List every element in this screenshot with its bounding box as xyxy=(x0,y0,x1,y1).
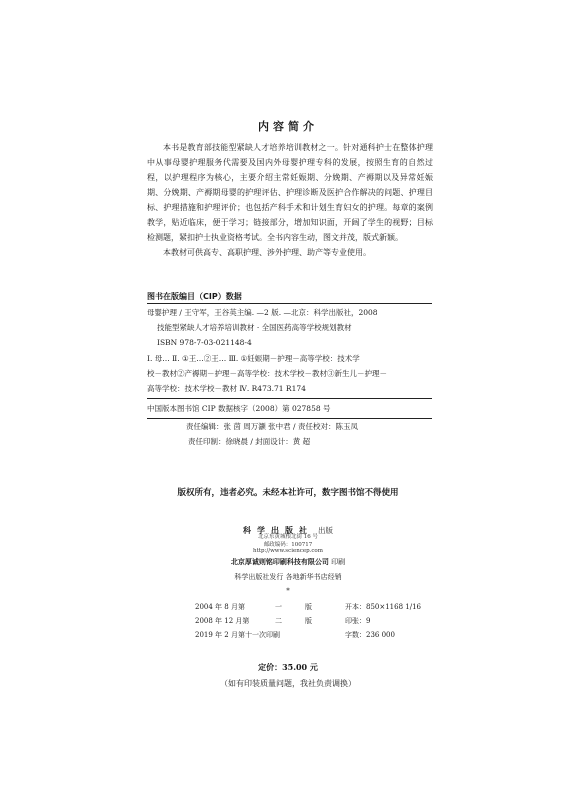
print-history xyxy=(195,600,435,642)
copyright-notice: 版权所有，违者必究。未经本社许可，数字图书馆不得使用 xyxy=(177,488,399,498)
cip-title-line: 母婴护理 / 王守军，王谷英主编. —2 版. —北京：科学出版社，2008 xyxy=(147,308,378,317)
editors-line: 责任编辑：张 茵 周万灏 张中君 / 责任校对：陈玉凤 xyxy=(186,422,358,431)
price: 定价：35.00 元 xyxy=(258,662,318,672)
cip-classification-line: Ⅰ. 母… Ⅱ. ①王…②王… Ⅲ. ①妊娠期－护理－高等学校：技术学 xyxy=(147,354,360,363)
publisher-address: 北京东黄城根北街 16 号 xyxy=(258,534,318,540)
cip-record: 中国版本图书馆 CIP 数据核字（2008）第 027858 号 xyxy=(147,404,331,413)
printer-suffix: 印刷 xyxy=(331,558,346,566)
intro-paragraph: 本书是教育部技能型紧缺人才培养培训教材之一。针对通科护士在整体护理中从事母婴护理服务代需要及国内外母婴护理专科的发展，按照生育的自然过程，以护理程序为核心，主要介绍主常妊娠期、分娩期、产褥期以及异常妊娠期、分娩期、产褥期母婴的护理评估、护理诊断及医护合作解决的问题、护理目标、护理措施和护理评价；也包括产科手术和计划生育妇女的护理。每章的案例教学，贴近临床，便于学习；链接部分，增加知识面，开阔了学生的视野；目标检测题，紧扣护士执业资格考试。全书内容生动，图文并茂，版式新颖。 xyxy=(147,143,433,242)
print-edition-unit xyxy=(305,628,345,642)
cip-mid-rule xyxy=(147,398,432,399)
cip-classification-line: 高等学校：技术学校－教材 Ⅳ. R473.71 R174 xyxy=(147,384,306,393)
editors-block xyxy=(186,419,436,449)
cip-series-line: 技能型紧缺人才培养培训教材 · 全国医药高等学校规划教材 xyxy=(157,323,352,332)
print-date: 2008 年 12 月第 xyxy=(195,617,250,625)
editors-line: 责任印制：徐晓晨 / 封面设计：黄 超 xyxy=(188,437,311,446)
print-date: 2019 年 2 月第十一次印刷 xyxy=(195,631,280,639)
separator-star: * xyxy=(286,587,290,595)
print-edition-unit: 版 xyxy=(305,617,312,625)
quality-note: （如有印装质量问题，我社负责调换） xyxy=(220,679,356,688)
printer-name: 北京厚诚则铭印刷科技有限公司 xyxy=(230,557,329,566)
printer-line xyxy=(0,557,576,567)
print-spec: 字数：236 000 xyxy=(345,631,395,639)
intro-title: 内容简介 xyxy=(258,120,318,133)
cip-classification-line: 校－教材②产褥期－护理－高等学校：技术学校－教材③新生儿－护理－ xyxy=(147,369,387,378)
print-edition-number: 一 xyxy=(275,603,282,611)
print-history-row xyxy=(195,614,435,628)
print-edition-unit: 版 xyxy=(305,603,312,611)
publisher-name: 科学出版社 xyxy=(242,525,313,535)
print-history-row xyxy=(195,628,435,642)
cip-top-rule xyxy=(147,303,432,304)
cip-heading: 图书在版编目（CIP）数据 xyxy=(147,292,242,301)
cip-isbn: ISBN 978-7-03-021148-4 xyxy=(157,338,252,347)
print-history-row xyxy=(195,600,435,614)
print-edition-number: 二 xyxy=(275,617,282,625)
print-spec: 印张：9 xyxy=(345,617,371,625)
print-date: 2004 年 8 月第 xyxy=(195,603,245,611)
distribution-line: 科学出版社发行 各地新华书店经销 xyxy=(234,573,342,581)
intro-paragraph: 本教材可供高专、高职护理、涉外护理、助产等专业使用。 xyxy=(163,248,371,257)
publisher-postcode: 邮政编码：100717 xyxy=(263,542,313,548)
intro-text xyxy=(147,140,433,260)
publisher-suffix: 出版 xyxy=(318,526,334,535)
publisher-website: http://www.sciencep.com xyxy=(253,548,323,554)
cip-classification xyxy=(147,351,435,396)
print-spec: 开本：850×1168 1/16 xyxy=(345,603,421,611)
